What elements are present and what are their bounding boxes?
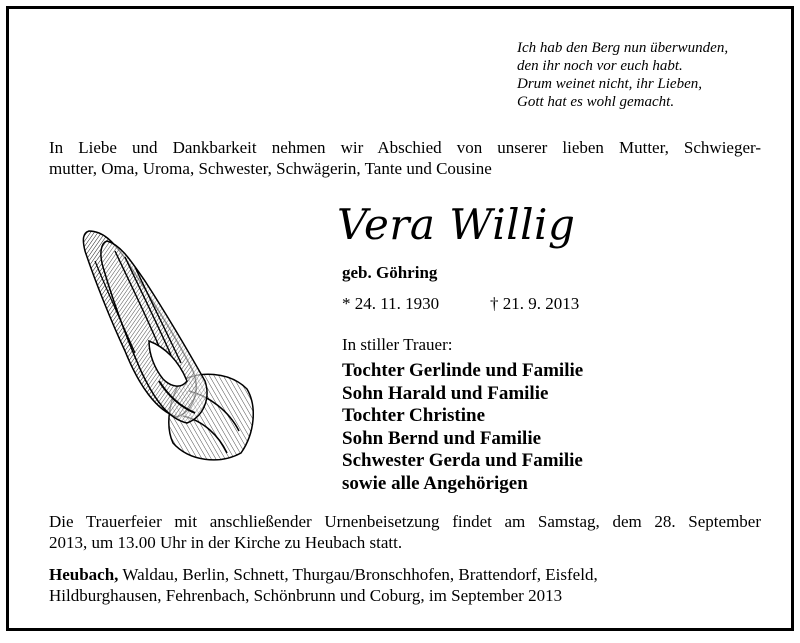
mourner: Sohn Harald und Familie <box>342 382 549 404</box>
death-date: † 21. 9. 2013 <box>490 294 580 313</box>
mourner: Schwester Gerda und Familie <box>342 450 583 471</box>
place-line: Hildburghausen, Fehrenbach, Schönbrunn und Coburg, im September 2013 <box>49 586 563 605</box>
funeral-info <box>49 511 761 553</box>
intro-line: mutter, Oma, Uroma, Schwester, Schwägerin, Tante und Cousine <box>49 159 492 178</box>
place-list: Waldau, Berlin, Schnett, Thurgau/Bronschhofen, Brattendorf, Eisfeld, <box>118 565 598 584</box>
birth-date: * 24. 11. 1930 <box>342 294 440 313</box>
town-name: Heubach, <box>49 565 119 584</box>
intro-line: In Liebe und Dankbarkeit nehmen wir Abschied von unserer lieben Mutter, Schwieger- <box>49 138 761 157</box>
life-dates <box>342 294 580 314</box>
mourner: Sohn Bernd und Familie <box>342 427 542 449</box>
mourner: Tochter Christine <box>342 405 486 426</box>
poem <box>517 39 728 111</box>
funeral-line: 2013, um 13.00 Uhr in der Kirche zu Heubach statt. <box>49 533 403 552</box>
obituary-notice <box>6 6 794 631</box>
poem-line: Gott hat es wohl gemacht. <box>517 94 675 110</box>
poem-line: Ich hab den Berg nun überwunden, <box>517 40 729 56</box>
place-and-date <box>49 564 761 606</box>
praying-hands-icon <box>69 221 259 466</box>
intro-text <box>49 137 761 179</box>
maiden-name: geb. Göhring <box>342 263 438 282</box>
funeral-line: Die Trauerfeier mit anschließender Urnenbeisetzung findet am Samstag, dem 28. September <box>49 512 761 531</box>
mourners-list <box>342 360 583 495</box>
mourner: Tochter Gerlinde und Familie <box>342 360 584 381</box>
poem-line: den ihr noch vor euch habt. <box>517 58 683 74</box>
place-line <box>49 564 761 585</box>
poem-line: Drum weinet nicht, ihr Lieben, <box>517 76 702 92</box>
mourner: sowie alle Angehörigen <box>342 472 528 494</box>
deceased-name: Vera Willig <box>337 200 576 249</box>
mourning-label: In stiller Trauer: <box>342 335 453 354</box>
